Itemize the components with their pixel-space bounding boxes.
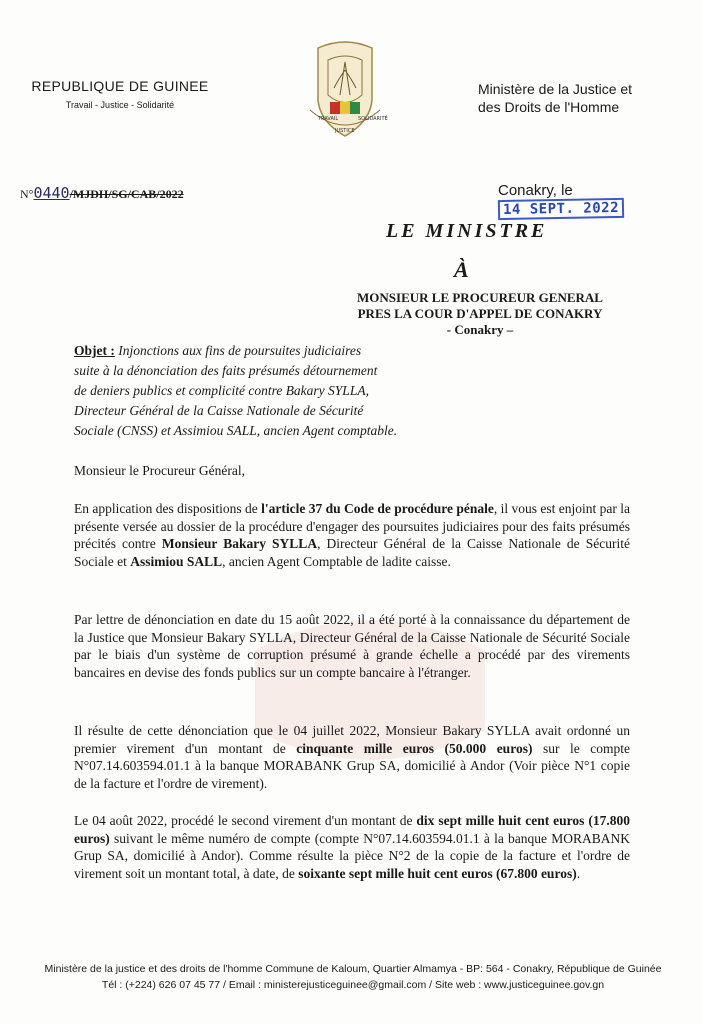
date-line	[498, 182, 702, 219]
coat-of-arms-icon	[300, 40, 390, 150]
salutation: Monsieur le Procureur Général,	[74, 463, 245, 478]
subject-block	[74, 341, 494, 441]
p4-text-c: suivant le même numéro de compte (compte N°07.14.603594.01.1 à la banque MORABANK Grup SA, domicilié à Andor). Comme résulte la pièce N°2 de la copie de la facture et l'ordre de virement soit un montant total, à date, de	[74, 830, 630, 881]
header-country-block	[20, 78, 220, 110]
p1-bold-name-2: Assimiou SALL	[130, 553, 223, 569]
subject-line-2: suite à la dénonciation des faits présumés détournement	[74, 363, 378, 378]
country-name: REPUBLIQUE DE GUINEE	[31, 78, 209, 94]
p4-text-a: Le 04 août 2022, procédé le second virement d'un montant de	[74, 813, 417, 828]
paragraph-2: Par lettre de dénonciation en date du 15 août 2022, il a été porté à la connaissance du département de la Justice que Monsieur Bakary SYLLA, Directeur Général de la Caisse Nationale de Sécurité Sociale par le biais d'un système de corruption présumé à grande échelle a procédé par des virements bancaires en devise des fonds publics sur un compte bancaire à l'étranger.	[74, 612, 630, 680]
emblem-word-1: TRAVAIL	[318, 116, 339, 122]
recipient-line-3: - Conakry –	[446, 322, 514, 337]
paragraph-1	[74, 500, 630, 570]
header-ministry-block	[478, 80, 698, 116]
footer-address: Ministère de la justice et des droits de l'homme Commune de Kaloum, Quartier Almamya - BP: 564 - Conakry, République de Guinée	[44, 963, 662, 975]
emblem-word-3: SOLIDARITÉ	[358, 116, 388, 122]
p4-bold-amount-1: dix sept mille huit cent euros (17.800 euros)	[74, 813, 630, 846]
p1-text-e: , Directeur Général de la Caisse Nationale de Sécurité Sociale et	[74, 536, 630, 569]
reference-code: /MJDH/SG/CAB/2022	[69, 187, 184, 201]
recipient-line-1: MONSIEUR LE PROCUREUR GENERAL	[357, 290, 603, 305]
p4-text-e: .	[576, 865, 581, 881]
reference-number	[20, 184, 184, 202]
paragraph-3	[74, 722, 630, 792]
p1-bold-name-1: Monsieur Bakary SYLLA	[161, 536, 318, 551]
p1-text-a: En application des dispositions de	[74, 501, 262, 516]
subject-label: Objet :	[74, 343, 115, 358]
coat-of-arms-emblem	[300, 40, 390, 150]
subject-line-4: Directeur Général de la Caisse Nationale de Sécurité	[74, 403, 364, 418]
p1-text-g: , ancien Agent Comptable de ladite caisse.	[222, 553, 451, 569]
subject-line-1: Injonctions aux fins de poursuites judiciaires	[118, 343, 362, 358]
recipient-block	[340, 290, 620, 338]
p1-bold-article: l'article 37 du Code de procédure pénale	[261, 501, 494, 516]
p4-bold-amount-total: soixante sept mille huit cent euros (67.800 euros)	[298, 865, 577, 881]
recipient-line-2: PRES LA COUR D'APPEL DE CONAKRY	[357, 306, 603, 321]
reference-prefix: N°	[20, 187, 34, 201]
subject-line-3: de deniers publics et complicité contre Bakary SYLLA,	[74, 383, 369, 398]
sender-title: LE MINISTRE	[386, 220, 548, 242]
p3-text-c: sur le compte N°07.14.603594.01.1 à la banque MORABANK Grup SA, domicilié à Andor (Voir pièce N°1 copie de la facture et l'ordre de virement).	[74, 740, 630, 791]
ministry-line-1: Ministère de la Justice et	[478, 81, 633, 97]
paragraph-4	[74, 812, 630, 882]
ministry-line-2: des Droits de l'Homme	[478, 99, 620, 115]
reference-handwritten-number: 0440	[33, 184, 70, 202]
subject-line-5: Sociale (CNSS) et Assimiou SALL, ancien Agent comptable.	[74, 423, 398, 438]
country-motto: Travail - Justice - Solidarité	[65, 100, 175, 110]
emblem-word-2: JUSTICE	[335, 128, 355, 134]
p3-bold-amount: cinquante mille euros (50.000 euros)	[296, 740, 533, 756]
to-word: À	[454, 257, 469, 282]
footer-contact: Tél : (+224) 626 07 45 77 / Email : ministerejusticeguinee@gmail.com / Site web : www.justiceguinee.gov.gn	[101, 979, 605, 991]
p3-text-a: Il résulte de cette dénonciation que le 04 juillet 2022, Monsieur Bakary SYLLA avait ordonné un premier virement d'un montant de	[74, 723, 630, 756]
date-stamp: 14 SEPT. 2022	[498, 198, 624, 220]
date-place: Conakry, le	[498, 182, 573, 199]
p1-text-c: , il vous est enjoint par la présente versée au dossier de la procédure d'engager des poursuites judiciaires pour des faits présumés précités contre	[74, 501, 630, 551]
